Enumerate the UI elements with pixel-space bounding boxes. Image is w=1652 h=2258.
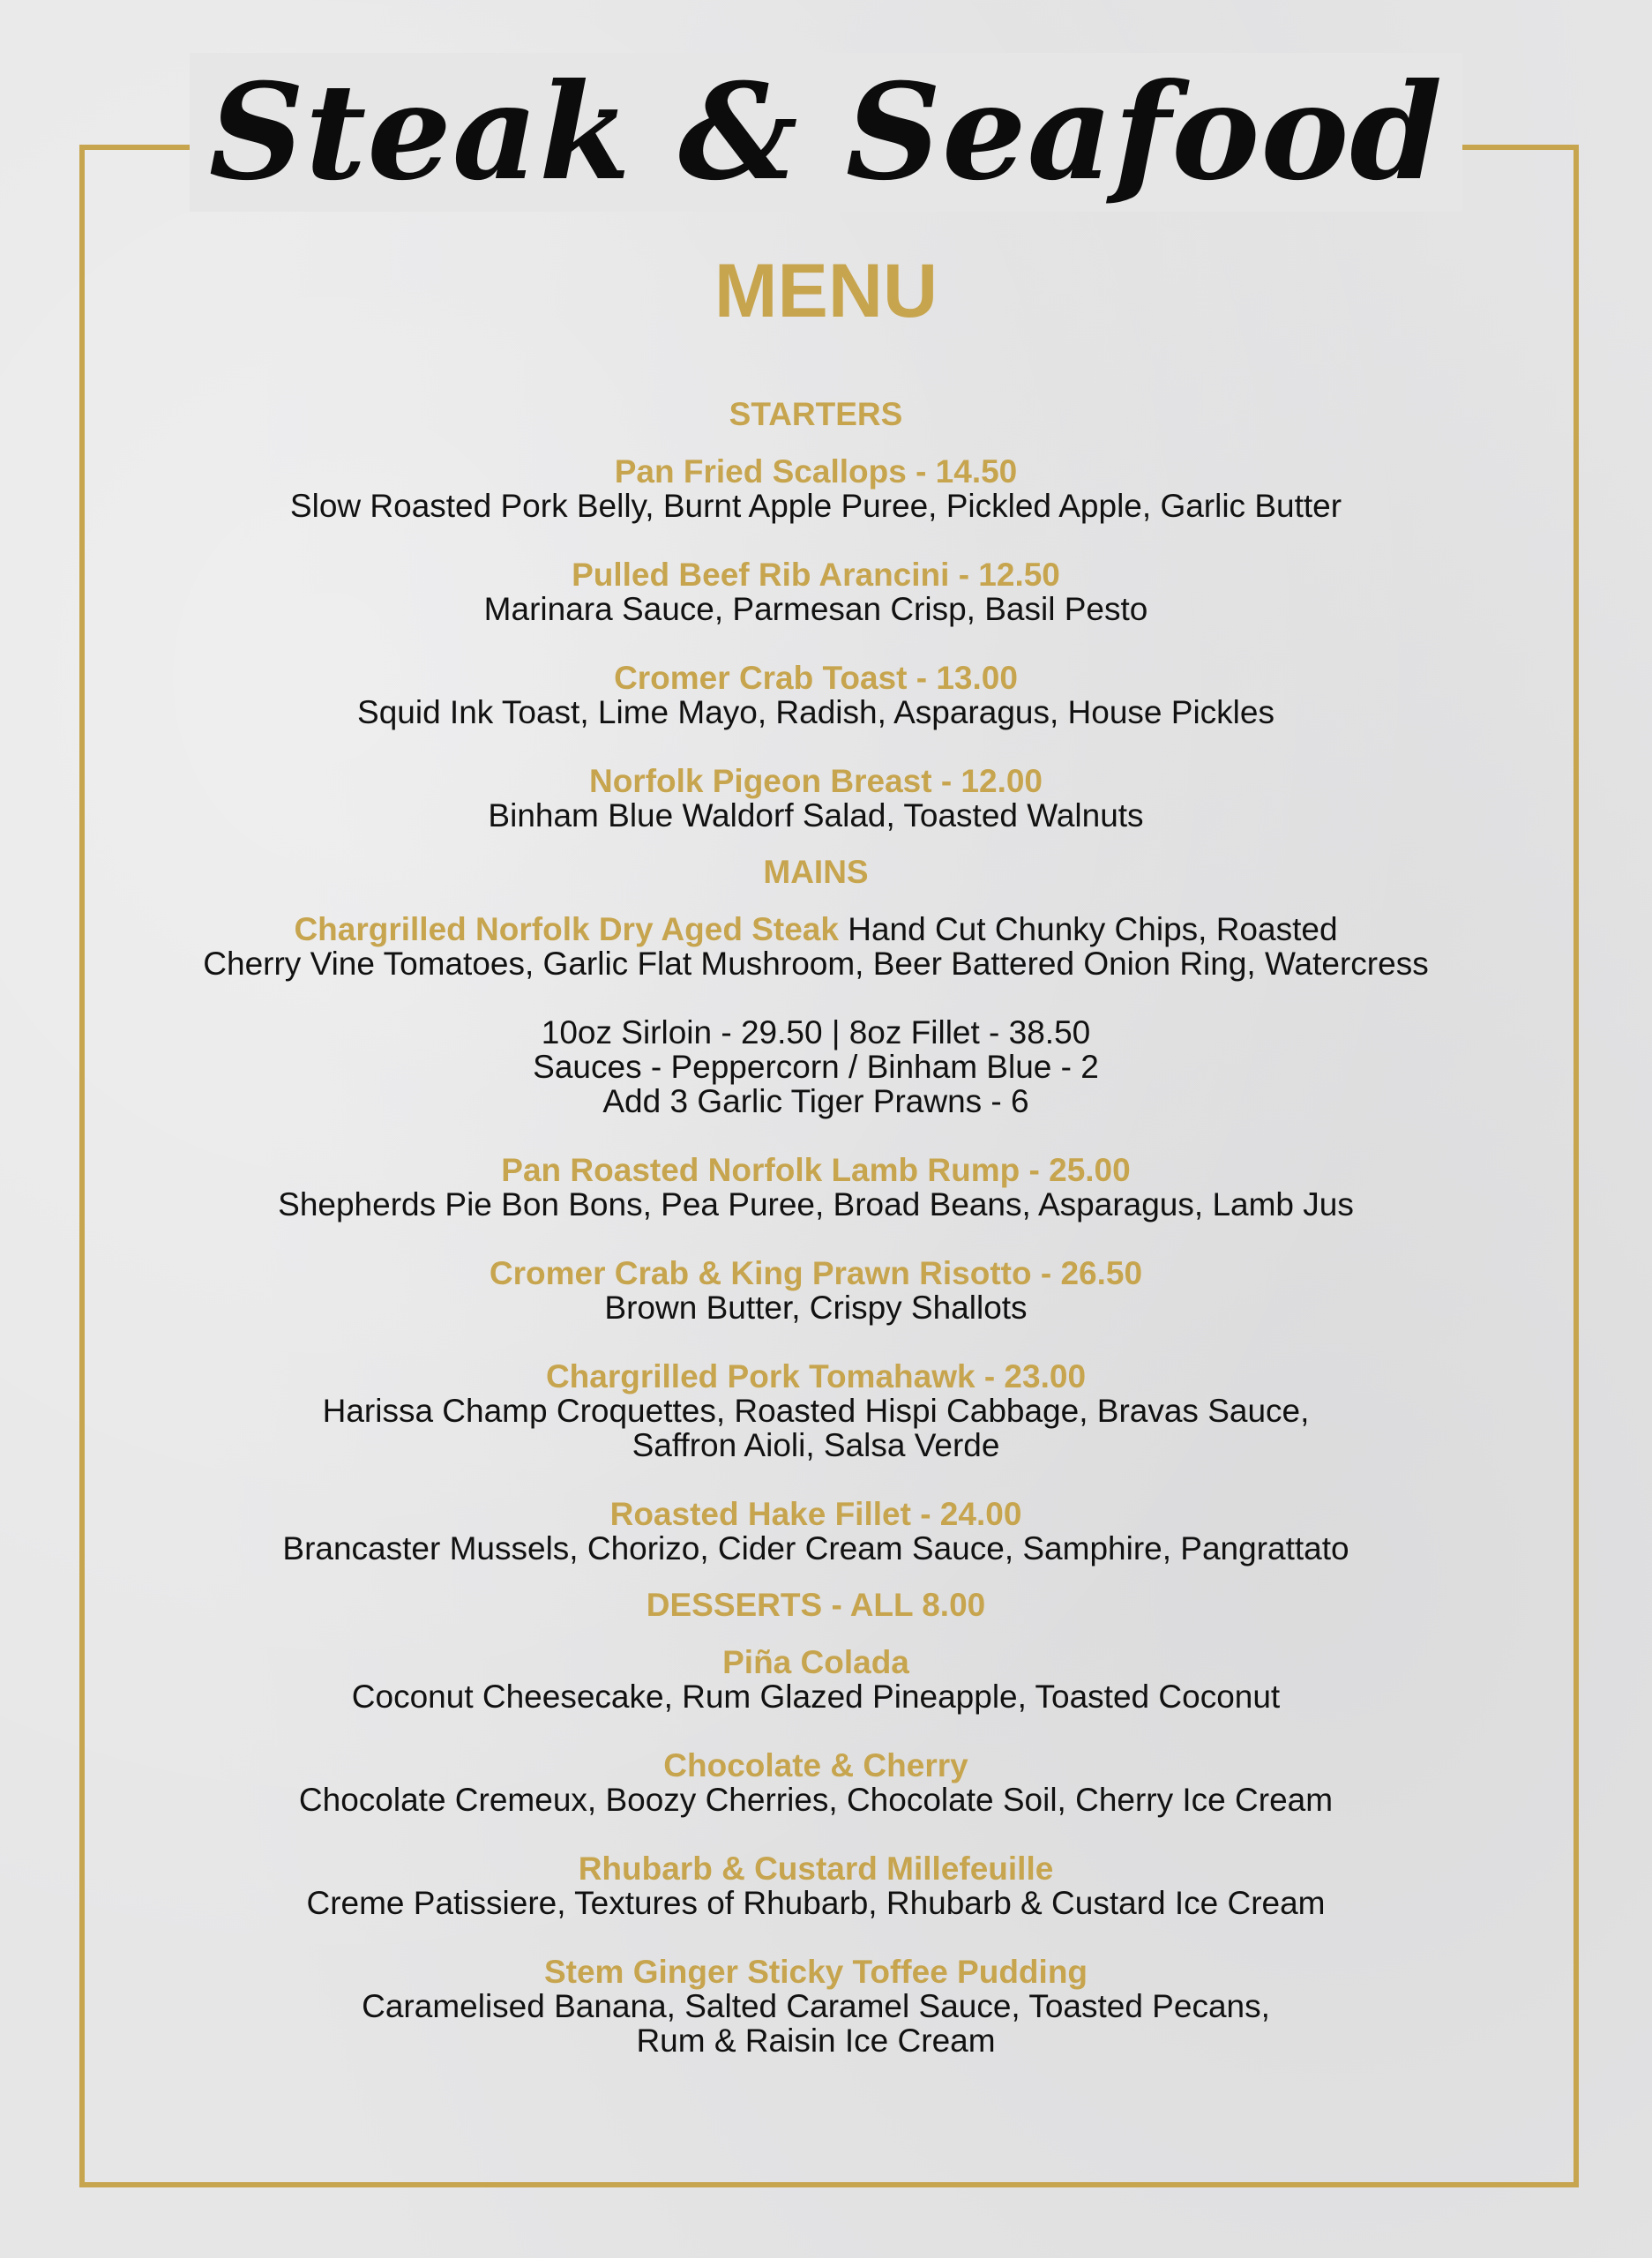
item-title: Piña Colada [722,1644,909,1680]
menu-item [132,1153,1499,1222]
item-title: Chocolate & Cherry [663,1747,968,1783]
section-heading-starters: STARTERS [729,396,903,432]
item-description: Hand Cut Chunky Chips, Roasted [838,911,1338,947]
menu-item [132,661,1499,729]
section-heading-desserts: DESSERTS - ALL 8.00 [646,1587,986,1623]
section-heading-mains: MAINS [763,854,869,890]
item-title: Stem Ginger Sticky Toffee Pudding [543,1954,1088,1990]
item-description: Binham Blue Waldorf Salad, Toasted Walnuts [488,797,1144,834]
menu-item [132,1851,1499,1920]
item-title: Cromer Crab Toast - 13.00 [614,660,1018,696]
item-description: Shepherds Pie Bon Bons, Pea Puree, Broad Beans, Asparagus, Lamb Jus [278,1186,1354,1222]
menu-item-steak [132,912,1499,1118]
menu-item [132,1256,1499,1325]
item-description: Rum & Raisin Ice Cream [636,2022,996,2059]
menu-content [132,393,1499,2058]
item-title: Cromer Crab & King Prawn Risotto - 26.50 [489,1255,1143,1291]
item-description: Coconut Cheesecake, Rum Glazed Pineapple, Toasted Coconut [351,1679,1281,1715]
item-title: Norfolk Pigeon Breast - 12.00 [588,763,1043,799]
item-title: Pan Fried Scallops - 14.50 [614,453,1018,490]
item-description: Brown Butter, Crispy Shallots [604,1290,1028,1326]
item-title: Rhubarb & Custard Millefeuille [578,1851,1054,1887]
menu-item [132,1645,1499,1714]
item-description: Brancaster Mussels, Chorizo, Cider Cream Sauce, Samphire, Pangrattato [282,1530,1349,1566]
item-description: Saffron Aioli, Salsa Verde [632,1427,1000,1463]
title-wrap [0,53,1652,212]
steak-addon: Add 3 Garlic Tiger Prawns - 6 [602,1083,1029,1119]
item-description: Slow Roasted Pork Belly, Burnt Apple Puree, Pickled Apple, Garlic Butter [289,488,1342,524]
item-description: Squid Ink Toast, Lime Mayo, Radish, Asparagus, House Pickles [357,694,1275,730]
menu-item [132,1748,1499,1817]
steak-sauces: Sauces - Peppercorn / Binham Blue - 2 [533,1049,1099,1085]
item-description: Cherry Vine Tomatoes, Garlic Flat Mushroom, Beer Battered Onion Ring, Watercress [203,946,1429,982]
item-title: Roasted Hake Fillet - 24.00 [609,1496,1022,1532]
restaurant-title: Steak & Seafood [190,53,1463,212]
item-title: Pan Roasted Norfolk Lamb Rump - 25.00 [501,1152,1131,1188]
menu-item [132,1359,1499,1462]
menu-item [132,1497,1499,1566]
item-title: Chargrilled Norfolk Dry Aged Steak [294,911,839,947]
item-description: Chocolate Cremeux, Boozy Cherries, Chocolate Soil, Cherry Ice Cream [298,1782,1334,1818]
item-title: Pulled Beef Rib Arancini - 12.50 [572,557,1060,593]
menu-item [132,764,1499,833]
item-description: Caramelised Banana, Salted Caramel Sauce, Toasted Pecans, [362,1988,1270,2024]
item-title: Chargrilled Pork Tomahawk - 23.00 [545,1358,1087,1394]
item-description: Creme Patissiere, Textures of Rhubarb, Rhubarb & Custard Ice Cream [306,1885,1326,1921]
menu-item [132,454,1499,523]
item-description: Marinara Sauce, Parmesan Crisp, Basil Pesto [483,591,1148,627]
steak-options: 10oz Sirloin - 29.50 | 8oz Fillet - 38.50 [541,1014,1091,1050]
menu-item [132,1955,1499,2058]
menu-item [132,557,1499,626]
item-description: Harissa Champ Croquettes, Roasted Hispi Cabbage, Bravas Sauce, [322,1393,1310,1429]
menu-heading: MENU [714,249,938,333]
